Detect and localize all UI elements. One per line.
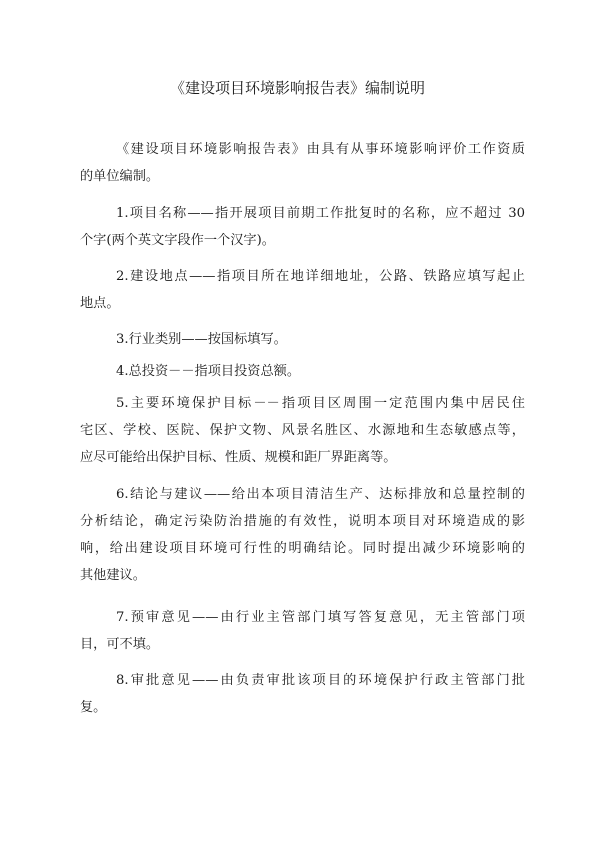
paragraph-item-4	[80, 358, 525, 385]
paragraph-line: 目，可不填。	[80, 637, 160, 652]
paragraph-intro	[80, 136, 525, 190]
paragraph-line: 分析结论，确定污染防治措施的有效性，说明本项目对环境造成的影	[80, 514, 525, 529]
paragraph-line: 1.项目名称——指开展项目前期工作批复时的名称，应不超过 30	[116, 206, 525, 221]
paragraph-item-6	[80, 481, 525, 589]
paragraph-item-2	[80, 263, 525, 317]
paragraph-item-3	[80, 326, 525, 353]
paragraph-line: 8.审批意见——由负责审批该项目的环境保护行政主管部门批	[116, 673, 525, 688]
paragraph-line: 响，给出建设项目环境可行性的明确结论。同时提出减少环境影响的	[80, 541, 525, 556]
paragraph-line: 宅区、学校、医院、保护文物、风景名胜区、水源地和生态敏感点等，	[80, 423, 525, 438]
paragraph-line: 4.总投资－－指项目投资总额。	[116, 364, 301, 379]
paragraph-line: 3.行业类别——按国标填写。	[116, 332, 287, 347]
paragraph-line: 个字(两个英文字段作一个汉字)。	[80, 233, 275, 248]
paragraph-line: 5.主要环境保护目标－－指项目区周围一定范围内集中居民住	[116, 396, 525, 411]
paragraph-line: 6.结论与建议——给出本项目清洁生产、达标排放和总量控制的	[116, 487, 525, 502]
paragraph-line: 其他建议。	[80, 568, 146, 583]
document-title: 《建设项目环境影响报告表》编制说明	[169, 79, 425, 97]
paragraph-line: 的单位编制。	[80, 169, 160, 184]
paragraph-line: 应尽可能给出保护目标、性质、规模和距厂界距离等。	[80, 450, 397, 465]
paragraph-line: 7.预审意见——由行业主管部门填写答复意见，无主管部门项	[116, 610, 525, 625]
paragraph-item-7	[80, 604, 525, 658]
paragraph-item-5	[80, 390, 525, 471]
paragraph-line: 《建设项目环境影响报告表》由具有从事环境影响评价工作资质	[116, 142, 525, 157]
paragraph-line: 2.建设地点——指项目所在地详细地址，公路、铁路应填写起止	[116, 269, 525, 284]
paragraph-line: 地点。	[80, 296, 120, 311]
paragraph-item-8	[80, 667, 525, 721]
paragraph-line: 复。	[80, 700, 107, 715]
paragraph-item-1	[80, 200, 525, 254]
